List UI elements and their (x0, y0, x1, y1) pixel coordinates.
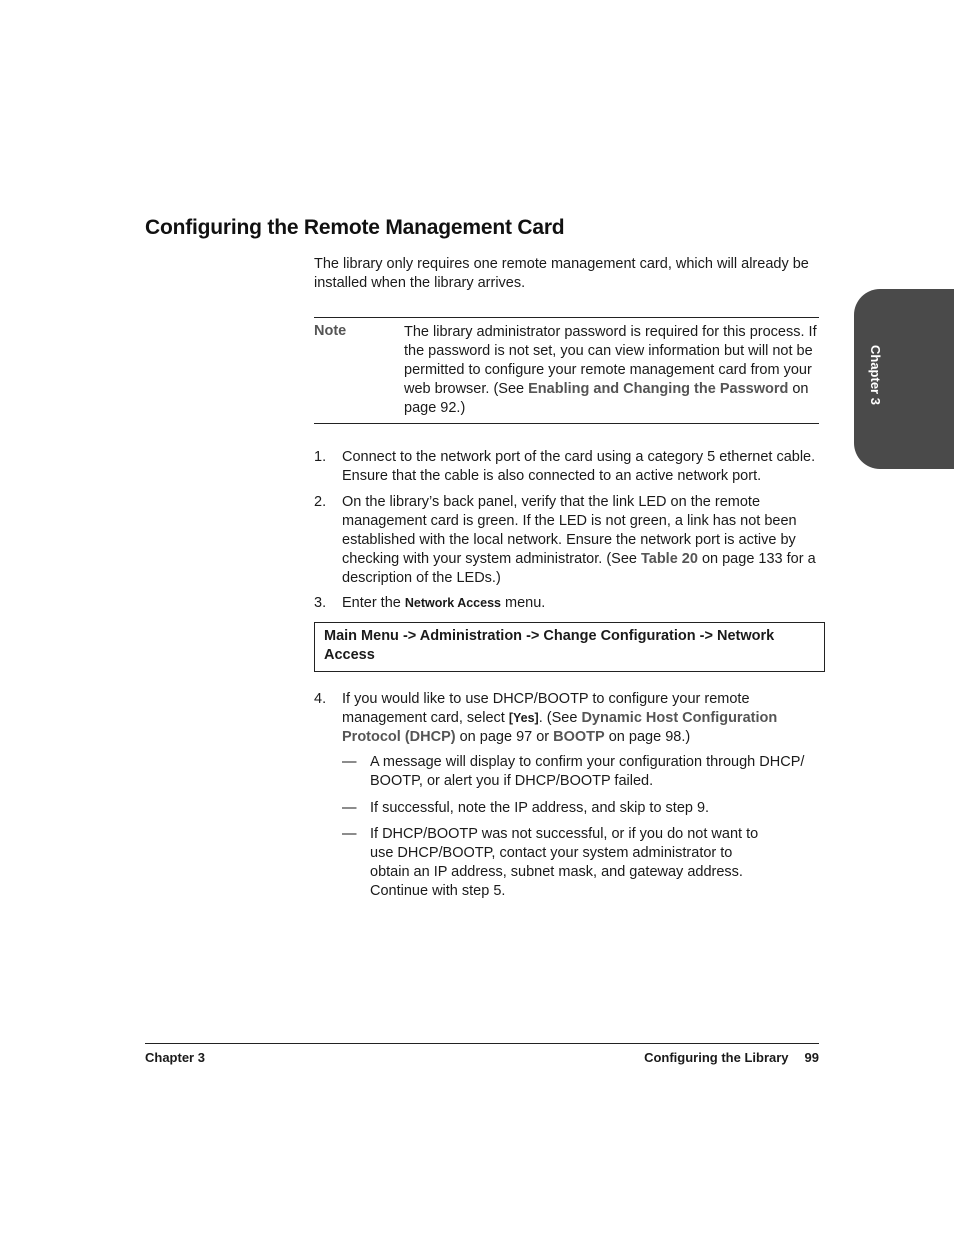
note-bottom-rule (314, 423, 819, 424)
sub-item-text: If DHCP/BOOTP was not successful, or if you do not want to use DHCP/BOOTP, contact your system administrator to obtain an IP address, subnet mask, and gateway address. Continue with step 5. (370, 826, 759, 899)
step-number: 2. (314, 494, 327, 510)
chapter-tab (854, 289, 954, 469)
sub-item-text: A message will display to confirm your configuration through DHCP/ BOOTP, or alert you if DHCP/BOOTP failed. (370, 754, 805, 789)
step-text: Connect to the network port of the card using a category 5 ethernet cable. Ensure that the cable is also connected to an active network port. (342, 449, 816, 484)
step-text: Enter the Network Access menu. (342, 595, 546, 611)
sub-list-item (342, 753, 819, 791)
list-item (314, 448, 819, 486)
footer-chapter: Chapter 3 (145, 1050, 205, 1065)
sub-list-item (342, 799, 819, 818)
dash-bullet: — (342, 826, 357, 842)
list-item (314, 594, 819, 613)
sub-item-text: If successful, note the IP address, and skip to step 9. (370, 800, 710, 816)
link-bootp[interactable]: BOOTP (553, 729, 605, 745)
link-table-20[interactable]: Table 20 (640, 551, 698, 567)
step-text: On the library’s back panel, verify that the link LED on the remote management card is green. If the LED is not green, a link has not been established with the local network. Ensure the network port is active by checking with your system administrator. (See Table 20 on page 133 for a description of the LEDs.) (342, 494, 816, 586)
dash-bullet: — (342, 800, 357, 816)
step-text: If you would like to use DHCP/BOOTP to configure your remote management card, select [Yes]. (See Dynamic Host Configuration Protocol (DHCP) on page 97 or BOOTP on page 98.) (342, 691, 778, 745)
note-top-rule (314, 317, 819, 318)
link-dhcp[interactable]: Dynamic Host Configuration Protocol (DHCP) (342, 710, 778, 745)
note-label: Note (314, 323, 347, 339)
page-number: 99 (804, 1050, 819, 1065)
intro-paragraph: The library only requires one remote management card, which will already be installed when the library arrives. (314, 256, 809, 291)
chapter-tab-label: Chapter 3 (868, 345, 883, 405)
menu-path-box: Main Menu -> Administration -> Change Configuration -> Network Access (314, 622, 825, 672)
list-item (314, 493, 819, 588)
note-text: The library administrator password is required for this process. If the password is not set, you can view information but will not be permitted to configure your remote management card from your web browser. (See Enabling and Changing the Password on page 92.) (404, 324, 817, 416)
step-number: 3. (314, 595, 327, 611)
footer-rule (145, 1043, 819, 1044)
sub-list-item (342, 825, 762, 901)
footer-title: Configuring the Library 99 (644, 1050, 819, 1065)
list-item (314, 690, 819, 747)
ui-yes: [Yes] (508, 711, 539, 725)
step-number: 4. (314, 691, 327, 707)
dash-bullet: — (342, 754, 357, 770)
step-number: 1. (314, 449, 327, 465)
section-heading: Configuring the Remote Management Card (145, 216, 565, 239)
ui-network-access: Network Access (404, 596, 501, 610)
link-enabling-password[interactable]: Enabling and Changing the Password (528, 381, 789, 397)
